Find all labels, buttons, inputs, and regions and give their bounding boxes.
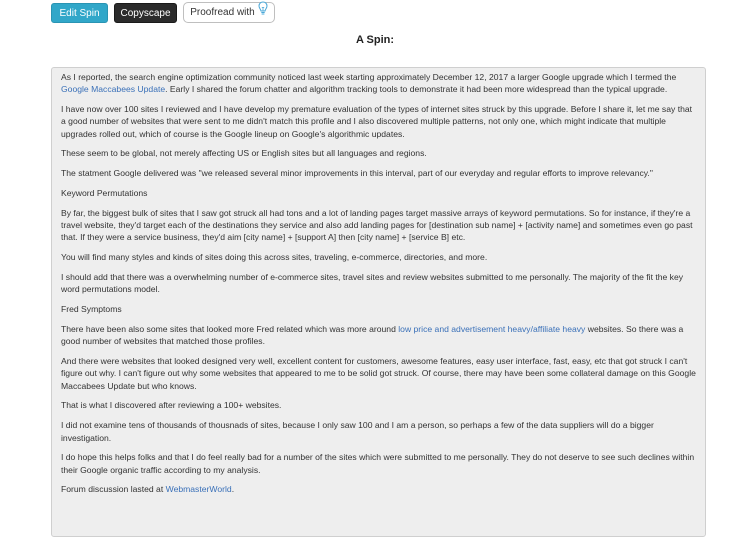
lightbulb-icon [258,1,268,25]
paragraph-text: There have been also some sites that looked more Fred related which was more around [61,323,399,334]
section-heading: Fred Symptoms [61,304,122,315]
article-paragraph: These seem to be global, not merely affecting US or English sites but all languages and regions. [61,148,427,159]
article-paragraph: You will find many styles and kinds of sites doing this across sites, traveling, e-commerce, directories, and more. [61,252,488,263]
paragraph-text: Forum discussion lasted at [61,484,166,495]
edit-spin-button[interactable]: Edit Spin [51,3,108,23]
webmasterworld-link[interactable]: WebmasterWorld [165,484,232,495]
article-paragraph: The statment Google delivered was "we released several minor improvements in this interval, part of our everyday and regular efforts to improve relevancy." [61,168,653,179]
toolbar [51,2,275,23]
google-maccabees-update-link[interactable]: Google Maccabees Update [61,84,166,95]
paragraph-text: websites. So there was a good number of websites that matched those profiles. [61,323,684,347]
paragraph-text: As I reported, the search engine optimization community noticed last week starting approximately December 12, 2017 a larger Google upgrade which I termed the [61,72,677,82]
paragraph-text: . [231,484,235,495]
article-paragraph: I should add that there was a overwhelming number of e-commerce sites, travel sites and review websites submitted to me personally. The majority of the fit the key word permutations model. [61,272,684,295]
article-paragraph [61,323,696,348]
article-paragraph: And there were websites that looked designed very well, excellent content for customers, awesome features, easy user interface, fast, easy, etc that got struck I can't figure out why. I can't figure out why some websites that appeared to me to be solid got struck. Of course, there may have been some collateral damage on this Google Maccabees Update but who knows. [61,356,696,391]
copyscape-button[interactable]: Copyscape [114,3,177,23]
low-price-advertisement-link[interactable]: low price and advertisement heavy/affiliate heavy [398,323,586,334]
article-paragraph: I have now over 100 sites I reviewed and I have develop my premature evaluation of the types of internet sites struck by this upgrade. Before I share it, let me say that a good number of websites that were sent to me didn't match this profile and I also discovered multiple patterns, not only one, which might indicate that multiple upgrades rolled out, which of course is the Google lineup on Google's algorithmic updates. [61,104,693,139]
spin-content-box [51,67,706,537]
article-paragraph: I did not examine tens of thousands of thousnads of sites, because I only saw 100 and I am a person, so perhaps a few of the data suppliers will do a bigger investigation. [61,420,654,443]
article-paragraph [61,483,696,495]
section-heading: Keyword Permutations [61,188,148,199]
article-paragraph: That is what I discovered after reviewing a 100+ websites. [61,400,282,411]
article-paragraph: I do hope this helps folks and that I do feel really bad for a number of the sites which were submitted to me personally. They do not deserve to see such declines within their Google organic traffic according to my analysis. [61,452,695,475]
proofread-button[interactable] [183,2,275,23]
spin-heading: A Spin: [355,34,395,46]
paragraph-text: . Early I shared the forum chatter and algorithm tracking tools to demonstrate it had been more widespread than the typical upgrade. [165,84,668,95]
article-paragraph: By far, the biggest bulk of sites that I saw got struck all had tons and a lot of landing pages target massive arrays of keyword permutations. So for instance, if they're a travel website, they'd target each of the destinations they service and also add landing pages for [destination sub name] + [activity name] and sometimes even go past that. If they were a service business, they'd aim [city name] + [support A] then [city name] + [service B] etc. [61,207,693,243]
proofread-label: Proofread with [190,6,255,18]
article-paragraph [61,71,696,96]
